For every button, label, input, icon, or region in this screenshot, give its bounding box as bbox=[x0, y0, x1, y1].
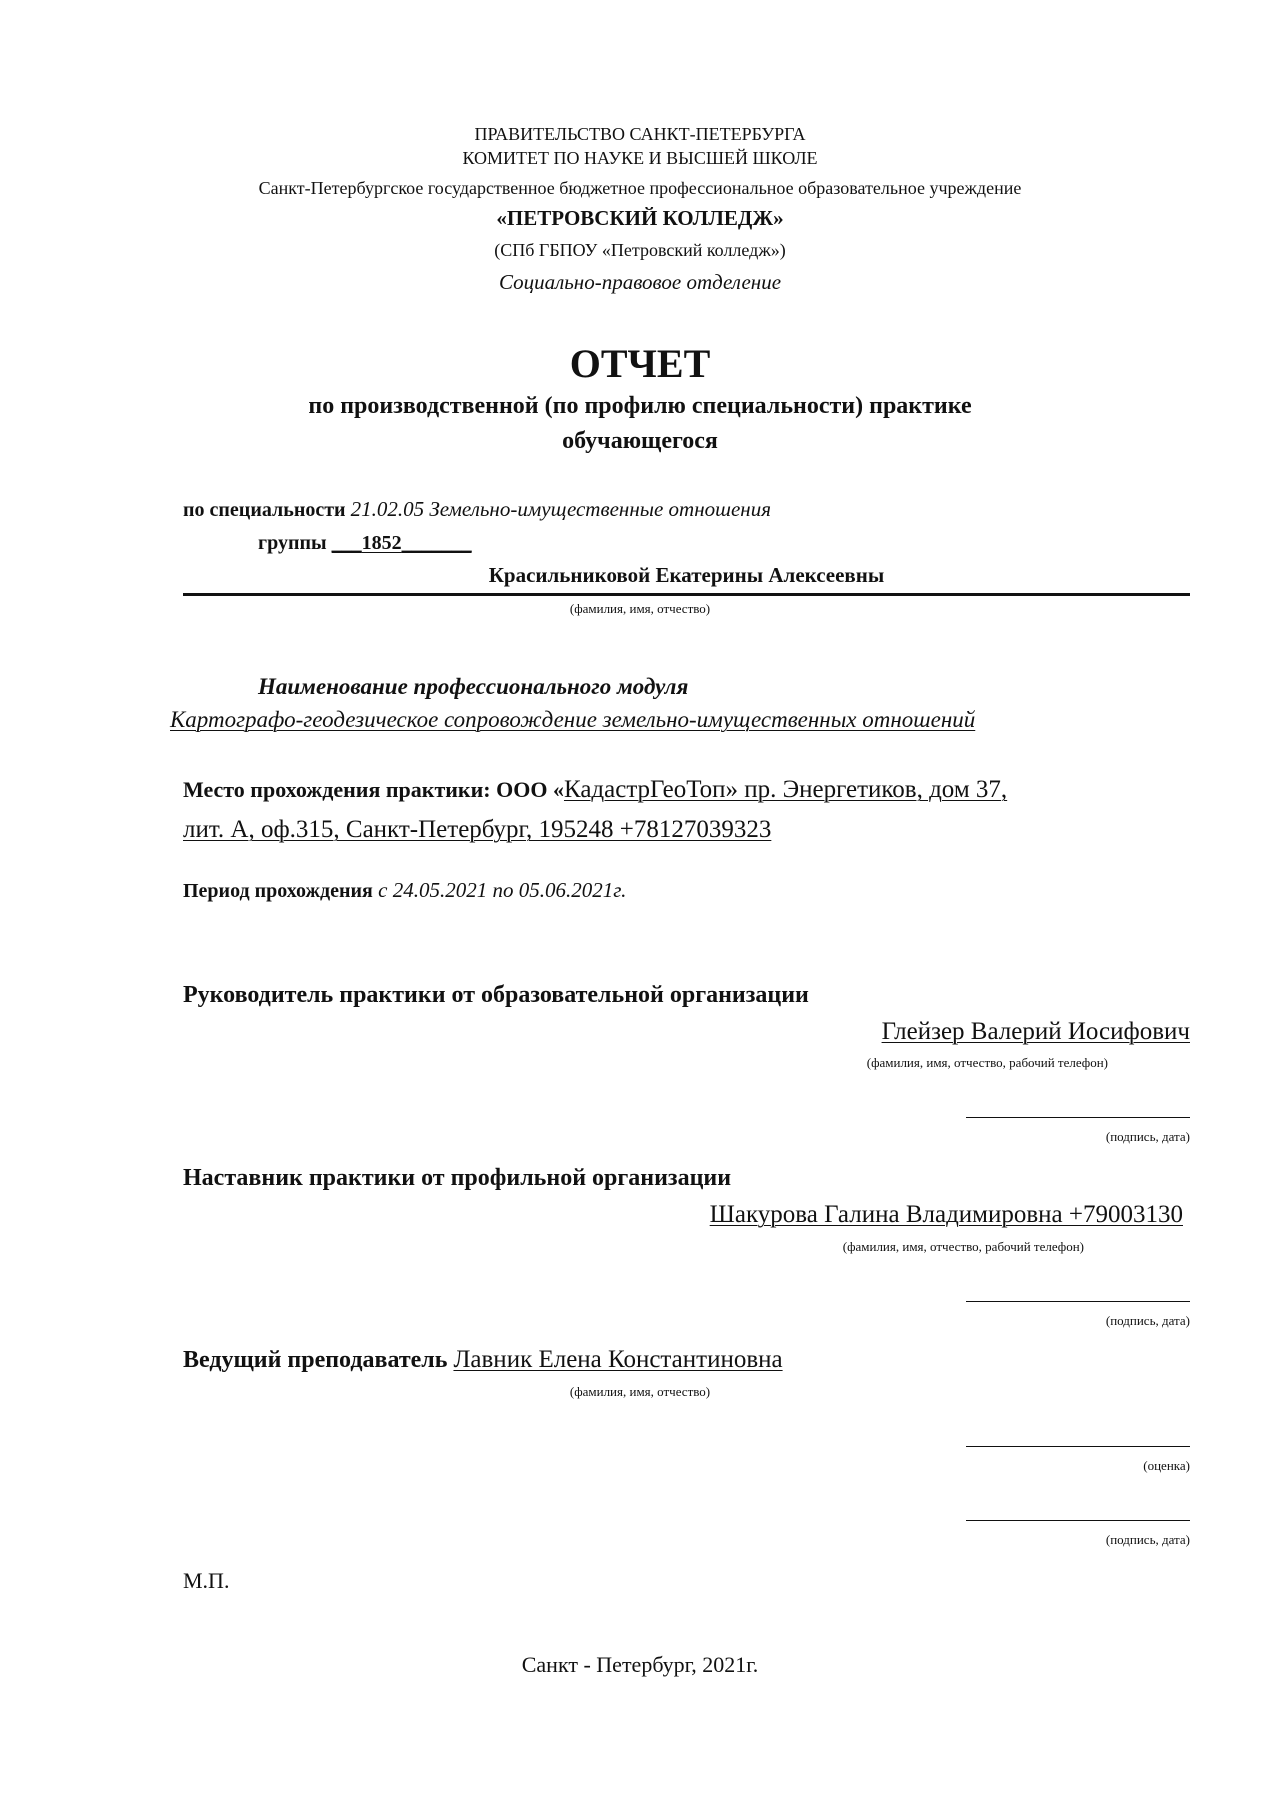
module-name: Картографо-геодезическое сопровождение земельно-имущественных отношений bbox=[170, 707, 976, 732]
group-row bbox=[258, 532, 472, 555]
org-mentor-caption: (фамилия, имя, отчество, рабочий телефон) bbox=[842, 1239, 1084, 1254]
lead-teacher-label: Ведущий преподаватель bbox=[183, 1347, 448, 1373]
grade-caption: (оценка) bbox=[1143, 1458, 1190, 1473]
student-full-name: Красильниковой Екатерины Алексеевны bbox=[488, 563, 885, 587]
specialty-row bbox=[183, 497, 771, 522]
practice-period-row bbox=[183, 878, 626, 903]
edu-supervisor-label: Руководитель практики от образовательной организации bbox=[183, 982, 809, 1008]
institution-full-line: Санкт-Петербургское государственное бюджетное профессиональное образовательное учреждение bbox=[258, 178, 1022, 198]
module-label: Наименование профессионального модуля bbox=[258, 674, 689, 699]
committee-line: КОМИТЕТ ПО НАУКЕ И ВЫСШЕЙ ШКОЛЕ bbox=[462, 148, 818, 168]
government-line: ПРАВИТЕЛЬСТВО САНКТ-ПЕТЕРБУРГА bbox=[474, 124, 806, 144]
edu-supervisor-caption: (фамилия, имя, отчество, рабочий телефон) bbox=[866, 1055, 1108, 1070]
lead-teacher-name: Лавник Елена Константиновна bbox=[453, 1346, 783, 1373]
org-mentor-name: Шакурова Галина Владимировна +79003130 bbox=[709, 1201, 1183, 1228]
stamp-placeholder: М.П. bbox=[183, 1568, 230, 1593]
student-name-caption: (фамилия, имя, отчество) bbox=[569, 601, 711, 616]
edu-supervisor-signature-line bbox=[966, 1117, 1190, 1118]
specialty-value: 21.02.05 Земельно-имущественные отношения bbox=[350, 497, 771, 521]
student-name-underline bbox=[183, 593, 1190, 596]
group-label: группы bbox=[258, 532, 327, 554]
org-mentor-signature-line bbox=[966, 1301, 1190, 1302]
practice-period-label: Период прохождения bbox=[183, 880, 373, 902]
lead-teacher-caption: (фамилия, имя, отчество) bbox=[569, 1384, 711, 1399]
practice-place-address-line1: КадастрГеоТоп» пр. Энергетиков, дом 37, bbox=[563, 776, 1008, 803]
group-value: 1852 bbox=[361, 532, 402, 554]
org-mentor-label: Наставник практики от профильной организации bbox=[183, 1165, 732, 1191]
org-mentor-signature-caption: (подпись, дата) bbox=[1105, 1313, 1190, 1328]
practice-place-row1 bbox=[183, 776, 1007, 804]
report-subtitle-line1: по производственной (по профилю специальности) практике bbox=[308, 393, 972, 419]
edu-supervisor-signature-caption: (подпись, дата) bbox=[1105, 1129, 1190, 1144]
practice-org-prefix: ООО « bbox=[490, 777, 564, 802]
lead-teacher-signature-line bbox=[966, 1520, 1190, 1521]
college-abbreviation: (СПб ГБПОУ «Петровский колледж») bbox=[494, 240, 786, 260]
lead-teacher-row bbox=[183, 1346, 783, 1374]
city-year-footer: Санкт - Петербург, 2021г. bbox=[521, 1652, 759, 1677]
report-subtitle-line2: обучающегося bbox=[562, 428, 718, 454]
lead-teacher-signature-caption: (подпись, дата) bbox=[1105, 1532, 1190, 1547]
group-prefix: ___ bbox=[331, 532, 362, 554]
group-suffix: _______ bbox=[401, 532, 472, 554]
college-name: «ПЕТРОВСКИЙ КОЛЛЕДЖ» bbox=[496, 206, 784, 230]
edu-supervisor-name: Глейзер Валерий Иосифович bbox=[881, 1018, 1190, 1045]
grade-line bbox=[966, 1446, 1190, 1447]
practice-place-label: Место прохождения практики: bbox=[183, 777, 491, 802]
department-name: Социально-правовое отделение bbox=[498, 270, 782, 294]
practice-place-address-line2: лит. А, оф.315, Санкт-Петербург, 195248 +78127039323 bbox=[183, 816, 772, 843]
practice-period-value: с 24.05.2021 по 05.06.2021г. bbox=[372, 878, 627, 902]
specialty-label: по специальности bbox=[183, 499, 346, 521]
report-title: ОТЧЕТ bbox=[569, 341, 711, 386]
group-value-field bbox=[332, 532, 472, 554]
